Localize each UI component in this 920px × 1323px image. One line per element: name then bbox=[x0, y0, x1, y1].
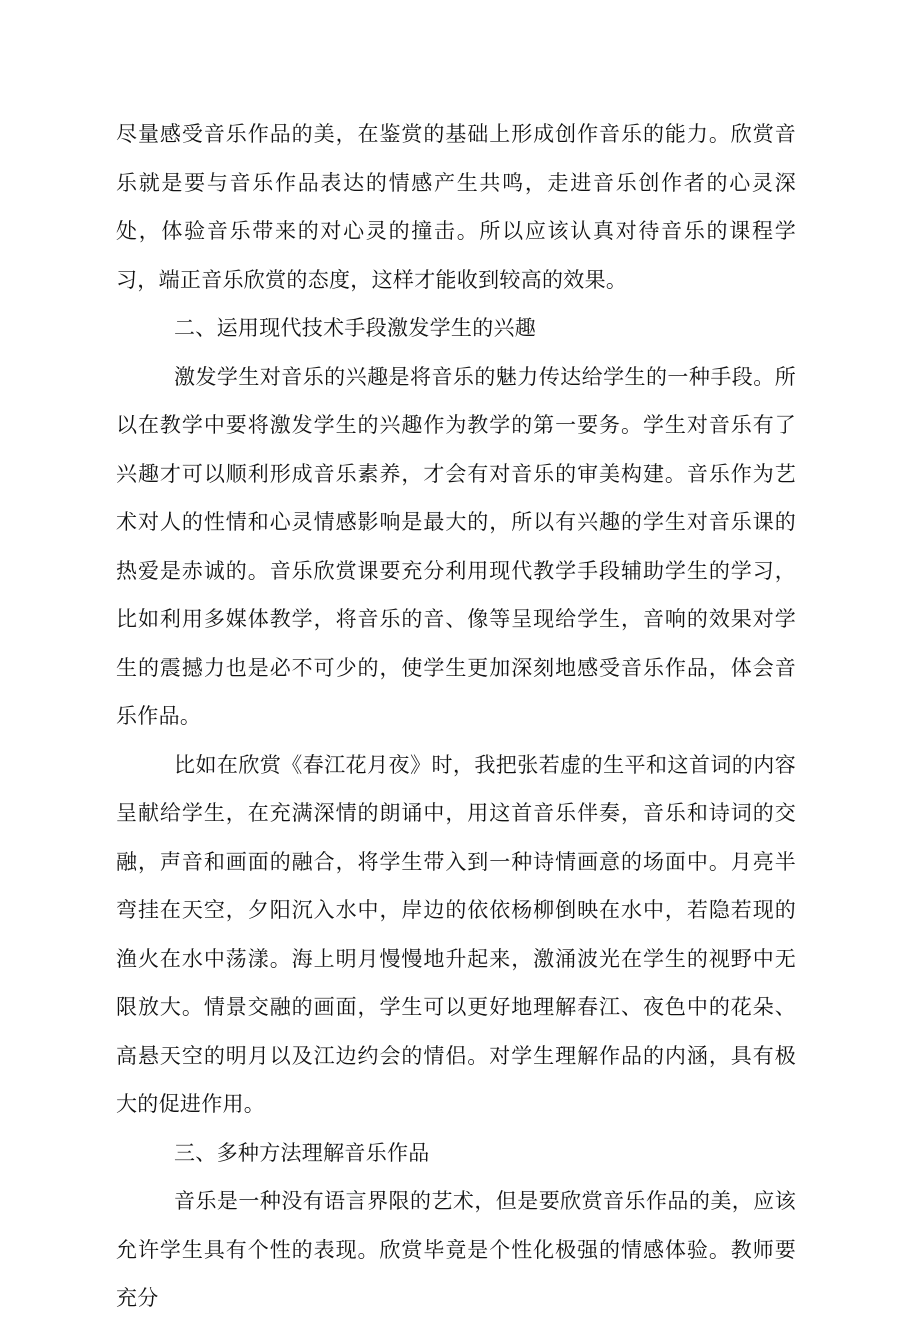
section-heading-3: 三、多种方法理解音乐作品 bbox=[174, 1140, 430, 1165]
section-heading-2: 二、运用现代技术手段激发学生的兴趣 bbox=[174, 316, 537, 340]
paragraph-example: 比如在欣赏《春江花月夜》时，我把张若虚的生平和这首词的内容呈献给学生，在充满深情的朗诵中，用这首音乐伴奏，音乐和诗词的交融，声音和画面的融合，将学生带入到一种诗情画意的场面中。月亮半弯挂在天空，夕阳沉入水中，岸边的依依杨柳倒映在水中，若隐若现的渔火在水中荡漾。海上明月慢慢地升起来，激涌波光在学生的视野中无限放大。情景交融的画面，学生可以更好地理解春江、夜色中的花朵、高悬天空的明月以及江边约会的情侣。对学生理解作品的内涵，具有极大的促进作用。 bbox=[116, 752, 796, 1116]
document-body bbox=[116, 110, 796, 1323]
paragraph-interest: 激发学生对音乐的兴趣是将音乐的魅力传达给学生的一种手段。所以在教学中要将激发学生的兴趣作为教学的第一要务。学生对音乐有了兴趣才可以顺利形成音乐素养，才会有对音乐的审美构建。音乐作为艺术对人的性情和心灵情感影响是最大的，所以有兴趣的学生对音乐课的热爱是赤诚的。音乐欣赏课要充分利用现代教学手段辅助学生的学习，比如利用多媒体教学，将音乐的音、像等呈现给学生，音响的效果对学生的震撼力也是必不可少的，使学生更加深刻地感受音乐作品，体会音乐作品。 bbox=[116, 364, 796, 728]
paragraph-methods: 音乐是一种没有语言界限的艺术，但是要欣赏音乐作品的美，应该允许学生具有个性的表现。欣赏毕竟是个性化极强的情感体验。教师要充分 bbox=[116, 1189, 796, 1310]
paragraph-continuation: 尽量感受音乐作品的美，在鉴赏的基础上形成创作音乐的能力。欣赏音乐就是要与音乐作品表达的情感产生共鸣，走进音乐创作者的心灵深处，体验音乐带来的对心灵的撞击。所以应该认真对待音乐的课程学习，端正音乐欣赏的态度，这样才能收到较高的效果。 bbox=[116, 122, 796, 292]
